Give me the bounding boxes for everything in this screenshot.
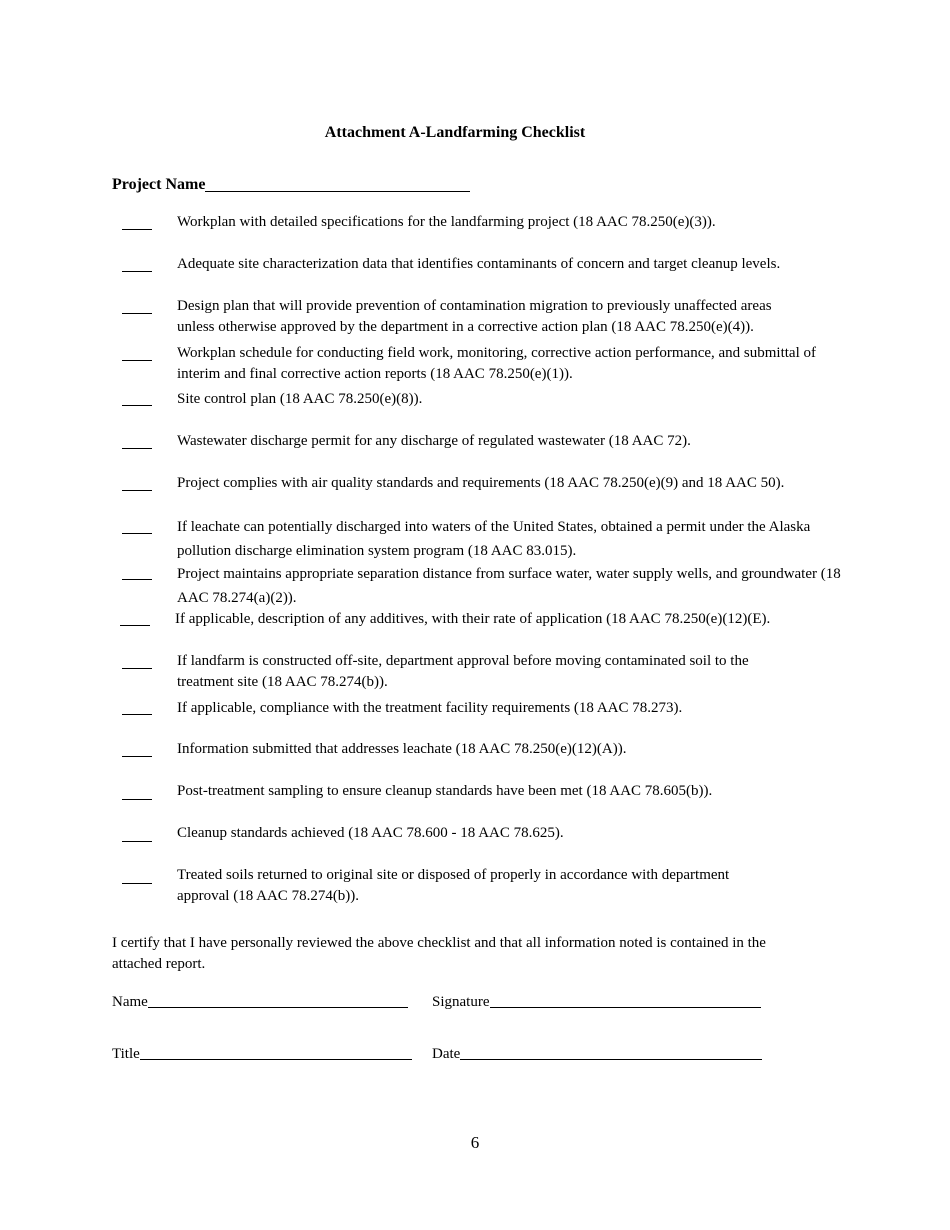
checklist-item-text: If leachate can potentially discharged into waters of the United States, obtained a permit under the Alaska pollution discharge elimination system program (18 AAC 83.015). (177, 519, 811, 559)
title-input[interactable] (140, 1045, 412, 1060)
check-blank[interactable] (122, 799, 152, 800)
checklist-item-text: Workplan schedule for conducting field work, monitoring, corrective action performance, and submittal of interim and final corrective action reports (18 AAC 78.250(e)(1)). (177, 345, 817, 382)
checklist-item-text: Treated soils returned to original site or disposed of properly in accordance with department approval (18 AAC 78.274(b)). (177, 867, 730, 904)
checklist-item-text: Information submitted that addresses leachate (18 AAC 78.250(e)(12)(A)). (177, 741, 627, 757)
checklist-item-text: If landfarm is constructed off-site, department approval before moving contaminated soil to the treatment site (18 AAC 78.274(b)). (177, 653, 749, 690)
check-blank[interactable] (122, 579, 152, 580)
check-blank[interactable] (122, 756, 152, 757)
page-number: 6 (470, 1133, 480, 1152)
name-label: Name (112, 994, 148, 1010)
date-input[interactable] (460, 1045, 762, 1060)
check-blank[interactable] (122, 360, 152, 361)
project-name-field (112, 175, 470, 194)
title-label: Title (112, 1046, 140, 1062)
checklist-item-text: Post-treatment sampling to ensure cleanup standards have been met (18 AAC 78.605(b)). (177, 783, 713, 799)
checklist-item-text: If applicable, description of any additives, with their rate of application (18 AAC 78.250(e)(12)(E). (175, 611, 771, 627)
signature-field (432, 993, 761, 1011)
checklist-item-text: Workplan with detailed specifications for the landfarming project (18 AAC 78.250(e)(3)). (177, 214, 716, 230)
check-blank[interactable] (122, 271, 152, 272)
signature-input[interactable] (490, 993, 761, 1008)
checklist-item-text: If applicable, compliance with the treatment facility requirements (18 AAC 78.273). (177, 700, 683, 716)
check-blank[interactable] (122, 229, 152, 230)
checklist-item-text: Site control plan (18 AAC 78.250(e)(8)). (177, 391, 423, 407)
checklist-item-text: Design plan that will provide prevention of contamination migration to previously unaffected areas unless otherwise approved by the department in a corrective action plan (18 AAC 78.250(e)(4)). (177, 298, 772, 335)
project-name-label: Project Name (112, 176, 206, 193)
date-field (432, 1045, 762, 1063)
check-blank[interactable] (122, 448, 152, 449)
check-blank[interactable] (122, 883, 152, 884)
check-blank[interactable] (122, 405, 152, 406)
check-blank[interactable] (120, 625, 150, 626)
checklist-item-text: Project complies with air quality standards and requirements (18 AAC 78.250(e)(9) and 18 AAC 50). (177, 475, 785, 491)
check-blank[interactable] (122, 714, 152, 715)
check-blank[interactable] (122, 313, 152, 314)
certification-statement: I certify that I have personally reviewed the above checklist and that all information noted is contained in the attached report. (112, 935, 766, 972)
checklist-item-text: Adequate site characterization data that identifies contaminants of concern and target cleanup levels. (177, 256, 781, 272)
signature-label: Signature (432, 994, 490, 1010)
name-input[interactable] (148, 993, 408, 1008)
check-blank[interactable] (122, 533, 152, 534)
check-blank[interactable] (122, 490, 152, 491)
title-field (112, 1045, 412, 1063)
checklist-item-text: Wastewater discharge permit for any discharge of regulated wastewater (18 AAC 72). (177, 433, 691, 449)
name-field (112, 993, 408, 1011)
page-title: Attachment A-Landfarming Checklist (324, 124, 586, 141)
checklist-item-text: Cleanup standards achieved (18 AAC 78.600 - 18 AAC 78.625). (177, 825, 564, 841)
date-label: Date (432, 1046, 461, 1062)
checklist-item-text: Project maintains appropriate separation distance from surface water, water supply wells, and groundwater (18 AAC 78.274(a)(2)). (177, 566, 841, 606)
check-blank[interactable] (122, 841, 152, 842)
project-name-input[interactable] (205, 175, 470, 192)
check-blank[interactable] (122, 668, 152, 669)
